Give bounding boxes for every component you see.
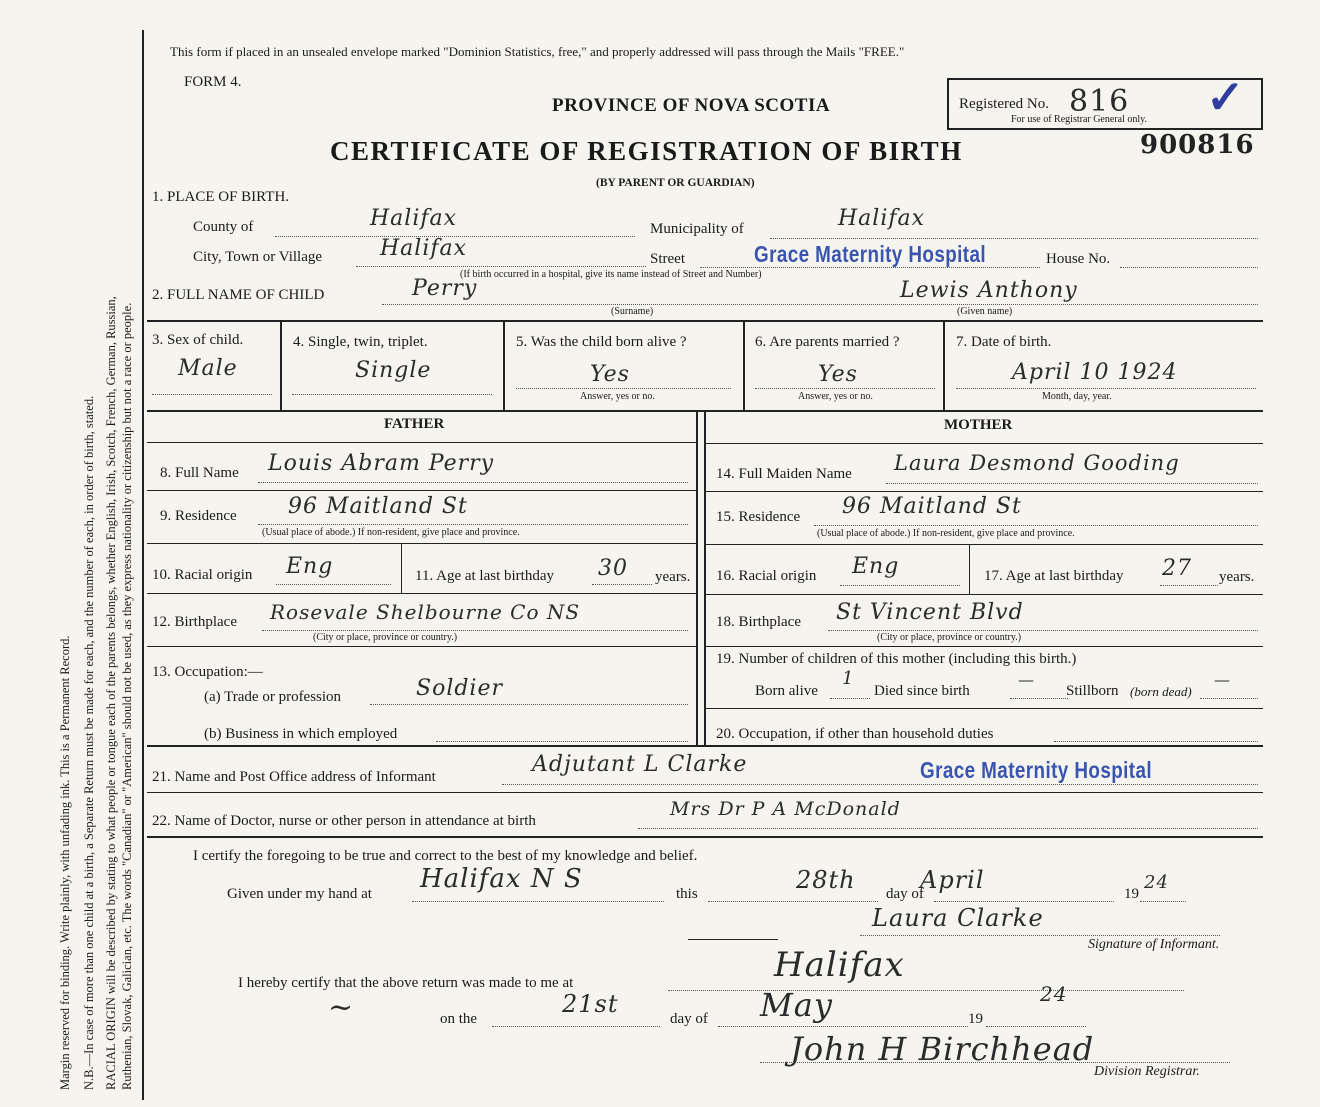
municipality-value: Halifax — [838, 206, 926, 231]
sex-value: Male — [178, 356, 238, 381]
mother-age: 27 — [1162, 556, 1192, 581]
born-alive-count: 1 — [842, 668, 855, 689]
mother-racial-origin: Eng — [852, 554, 900, 579]
father-residence: 96 Maitland St — [288, 494, 468, 519]
father-birthplace: Rosevale Shelbourne Co NS — [270, 600, 581, 624]
form-number: FORM 4. — [184, 74, 242, 90]
registrar-use-note: For use of Registrar General only. — [1011, 114, 1147, 125]
mother-birthplace-caption: (City or place, province or country.) — [877, 632, 1022, 643]
given-year-prefix: 19 — [1124, 886, 1139, 902]
mother-age-label: 17. Age at last birthday — [984, 568, 1124, 584]
margin-note-racial-origin: RACIAL ORIGIN will be described by stating to what people or tongue each of the parents belongs, whether English, Irish, Scotch, French, German, Russian, — [104, 296, 118, 1090]
father-trade-label: (a) Trade or profession — [204, 689, 342, 705]
city-value: Halifax — [380, 236, 468, 261]
mother-years: years. — [1219, 569, 1255, 585]
mother-residence-label: 15. Residence — [716, 509, 801, 525]
mother-abode-caption: (Usual place of abode.) If non-resident, give place and province. — [817, 528, 1075, 539]
informant-signature: Laura Clarke — [872, 904, 1044, 932]
registered-label: Registered No. — [959, 96, 1049, 112]
given-month: April — [920, 866, 985, 894]
father-age-label: 11. Age at last birthday — [415, 568, 554, 584]
father-business-label: (b) Business in which employed — [204, 726, 398, 742]
father-name: Louis Abram Perry — [268, 451, 495, 476]
stillborn-count: — — [1214, 670, 1231, 689]
born-alive-caption: Answer, yes or no. — [580, 391, 655, 402]
margin-note-multiple-births: N.B.—In case of more than one child at a birth, a Separate Return must be made for each, and the number of each, in order of birth, stated. — [82, 395, 96, 1090]
municipality-label: Municipality of — [650, 221, 744, 237]
child-surname: Perry — [412, 276, 478, 301]
margin-note-binding: Margin reserved for binding. Write plainly, with unfading ink. This is a Permanent Record. — [58, 635, 72, 1090]
registrar-year-prefix: 19 — [968, 1011, 983, 1027]
born-alive-value: Yes — [590, 362, 630, 387]
county-value: Halifax — [370, 206, 458, 231]
certificate-subtitle: (BY PARENT OR GUARDIAN) — [596, 177, 755, 189]
father-occupation-label: 13. Occupation:— — [152, 664, 263, 680]
informant-address-stamp: Grace Maternity Hospital — [920, 757, 1153, 783]
dob-caption: Month, day, year. — [1042, 391, 1112, 402]
registrar-place: Halifax — [774, 945, 905, 985]
child-name-label: 2. FULL NAME OF CHILD — [152, 287, 325, 303]
given-place: Halifax N S — [420, 864, 583, 894]
father-name-label: 8. Full Name — [160, 465, 239, 481]
binding-margin — [2, 0, 142, 1107]
plurality-value: Single — [355, 358, 432, 383]
mother-residence: 96 Maitland St — [842, 494, 1022, 519]
mother-maiden-name: Laura Desmond Gooding — [894, 451, 1180, 475]
father-trade: Soldier — [416, 676, 504, 701]
registrar-month: May — [760, 986, 833, 1024]
county-label: County of — [193, 219, 254, 235]
certify-statement: I certify the foregoing to be true and correct to the best of my knowledge and belief. — [193, 848, 698, 864]
stillborn-note: (born dead) — [1130, 684, 1192, 699]
father-years: years. — [655, 569, 691, 585]
died-since-birth-count: — — [1018, 670, 1035, 689]
registered-number: 816 — [1069, 84, 1130, 119]
given-under-label: Given under my hand at — [227, 886, 372, 902]
father-residence-label: 9. Residence — [160, 508, 237, 524]
given-this-label: this — [676, 886, 698, 902]
margin-rule — [142, 30, 144, 1100]
mother-name-label: 14. Full Maiden Name — [716, 466, 852, 482]
dob-label: 7. Date of birth. — [956, 334, 1052, 350]
check-mark-icon: ✓ — [1206, 72, 1245, 123]
registrar-signature: John H Birchhead — [790, 1030, 1095, 1068]
given-name-caption: (Given name) — [957, 306, 1013, 317]
dob-value: April 10 1924 — [1012, 360, 1178, 385]
parents-married-caption: Answer, yes or no. — [798, 391, 873, 402]
informant-name: Adjutant L Clarke — [532, 752, 748, 777]
informant-label: 21. Name and Post Office address of Informant — [152, 769, 436, 785]
sex-label: 3. Sex of child. — [152, 332, 244, 348]
place-heading: 1. PLACE OF BIRTH. — [152, 189, 290, 205]
father-birthplace-label: 12. Birthplace — [152, 614, 237, 630]
margin-note-racial-origin-cont: Ruthenian, Slovak, Galician, etc. The words "Canadian" or "American" should not be used, as they express nationality or citizenship but not a race or people. — [120, 302, 134, 1090]
attendant-label: 22. Name of Doctor, nurse or other person in attendance at birth — [152, 813, 536, 829]
certificate-title: CERTIFICATE OF REGISTRATION OF BIRTH — [330, 136, 963, 166]
father-age: 30 — [598, 556, 628, 581]
mother-birthplace-label: 18. Birthplace — [716, 614, 801, 630]
stillborn-label: Stillborn — [1066, 683, 1119, 699]
file-number: 900816 — [1140, 130, 1255, 160]
hospital-note: (If birth occurred in a hospital, give its name instead of Street and Number) — [460, 269, 762, 280]
registrar-mark: ~ — [328, 990, 355, 1025]
father-heading: FATHER — [384, 416, 445, 432]
plurality-label: 4. Single, twin, triplet. — [293, 334, 428, 350]
father-abode-caption: (Usual place of abode.) If non-resident, give place and province. — [262, 527, 520, 538]
children-count-label: 19. Number of children of this mother (including this birth.) — [716, 651, 1077, 667]
registrar-day: 21st — [562, 990, 619, 1018]
given-year: 24 — [1144, 872, 1169, 893]
mother-racial-label: 16. Racial origin — [716, 568, 817, 584]
parents-married-label: 6. Are parents married ? — [755, 334, 900, 350]
born-alive-count-label: Born alive — [755, 683, 818, 699]
registrar-statement: I hereby certify that the above return was made to me at — [238, 975, 574, 991]
born-alive-label: 5. Was the child born alive ? — [516, 334, 687, 350]
father-racial-origin: Eng — [286, 554, 334, 579]
province-heading: PROVINCE OF NOVA SCOTIA — [552, 95, 831, 116]
registrar-day-of-label: day of — [670, 1011, 708, 1027]
registrar-caption: Division Registrar. — [1094, 1064, 1200, 1079]
mother-occupation-label: 20. Occupation, if other than household duties — [716, 726, 994, 742]
given-day: 28th — [796, 866, 856, 894]
street-stamp: Grace Maternity Hospital — [754, 241, 987, 267]
father-racial-label: 10. Racial origin — [152, 567, 253, 583]
street-label: Street — [650, 251, 685, 267]
given-day-of-label: day of — [886, 886, 924, 902]
child-given-name: Lewis Anthony — [900, 278, 1078, 303]
attendant-name: Mrs Dr P A McDonald — [670, 798, 901, 820]
house-label: House No. — [1046, 251, 1111, 267]
parents-married-value: Yes — [818, 362, 858, 387]
mother-birthplace: St Vincent Blvd — [836, 600, 1024, 625]
registrar-on-label: on the — [440, 1011, 478, 1027]
city-label: City, Town or Village — [193, 249, 323, 265]
father-birthplace-caption: (City or place, province or country.) — [313, 632, 458, 643]
surname-caption: (Surname) — [611, 306, 654, 317]
informant-signature-caption: Signature of Informant. — [1088, 937, 1220, 952]
died-since-birth-label: Died since birth — [874, 683, 970, 699]
mail-note: This form if placed in an unsealed envelope marked "Dominion Statistics, free," and properly addressed will pass through the Mails "FREE." — [170, 44, 905, 59]
registrar-year: 24 — [1040, 982, 1068, 1006]
mother-heading: MOTHER — [944, 417, 1013, 433]
